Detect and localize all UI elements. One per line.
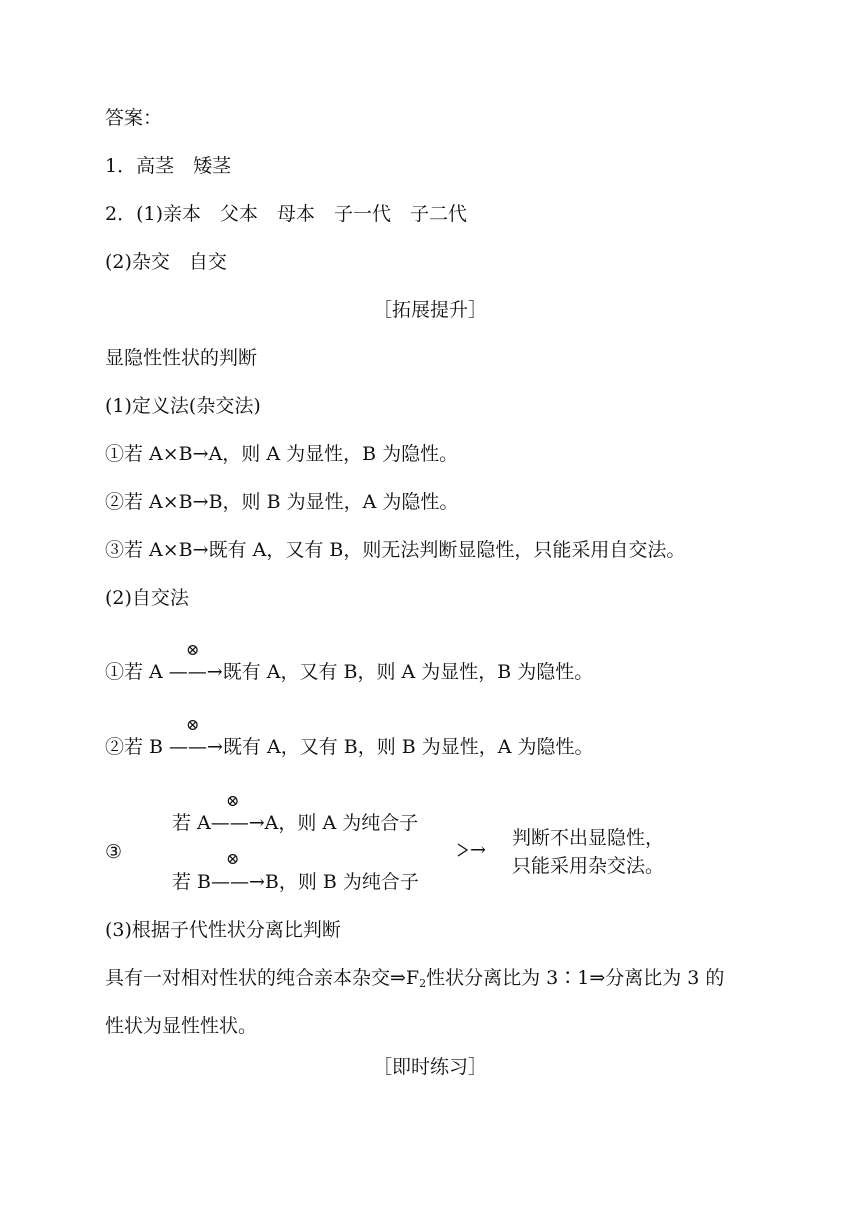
method-1-case-b: ②若 A×B→B，则 B 为显性，A 为隐性。	[105, 491, 459, 513]
method-3-text-line-1	[105, 966, 724, 996]
answer-2-part-2: (2)杂交 自交	[105, 251, 227, 273]
method-2-case-b: ②若 B ——→既有 A，又有 B，则 B 为显性，A 为隐性。	[105, 736, 594, 758]
conclusion-line-1: 判断不出显隐性，	[512, 827, 665, 849]
answers-label: 答案：	[105, 107, 163, 129]
method-1-title: (1)定义法(杂交法)	[105, 395, 261, 417]
section-heading-expand: ［拓展提升］	[372, 299, 487, 321]
method-3-text-post: 性状分离比为 3∶1⇒分离比为 3 的	[426, 967, 725, 989]
conclusion-arrow: →	[470, 839, 486, 861]
method-1-case-a: ①若 A×B→A，则 A 为显性，B 为隐性。	[105, 443, 459, 465]
method-3-title: (3)根据子代性状分离比判断	[105, 919, 341, 941]
self-cross-symbol: ⊗	[226, 791, 240, 810]
self-cross-symbol: ⊗	[186, 715, 200, 734]
answer-2: 2．(1)亲本 父本 母本 子一代 子二代	[105, 203, 468, 225]
self-cross-symbol: ⊗	[186, 640, 200, 659]
method-3-text-pre: 具有一对相对性状的纯合亲本杂交⇒F	[105, 967, 420, 989]
self-cross-symbol: ⊗	[226, 849, 240, 868]
section-heading-practice: ［即时练习］	[372, 1056, 487, 1078]
generation-subscript: 2	[419, 977, 427, 990]
method-2-case-a: ①若 A ——→既有 A，又有 B，则 A 为显性，B 为隐性。	[105, 661, 594, 683]
answer-1: 1．高茎 矮茎	[105, 155, 232, 177]
topic-heading: 显隐性性状的判断	[105, 347, 258, 369]
method-2-title: (2)自交法	[105, 587, 189, 609]
method-2-case-c-number: ③	[105, 841, 123, 863]
brace-bracket	[456, 842, 470, 858]
method-2-case-c-top: 若 A——→A，则 A 为纯合子	[172, 812, 419, 834]
conclusion-line-2: 只能采用杂交法。	[512, 855, 665, 877]
method-3-text-line-2: 性状为显性性状。	[105, 1015, 258, 1037]
method-1-case-c: ③若 A×B→既有 A，又有 B，则无法判断显隐性，只能采用自交法。	[105, 539, 686, 561]
method-2-case-c-bottom: 若 B——→B，则 B 为纯合子	[172, 871, 419, 893]
